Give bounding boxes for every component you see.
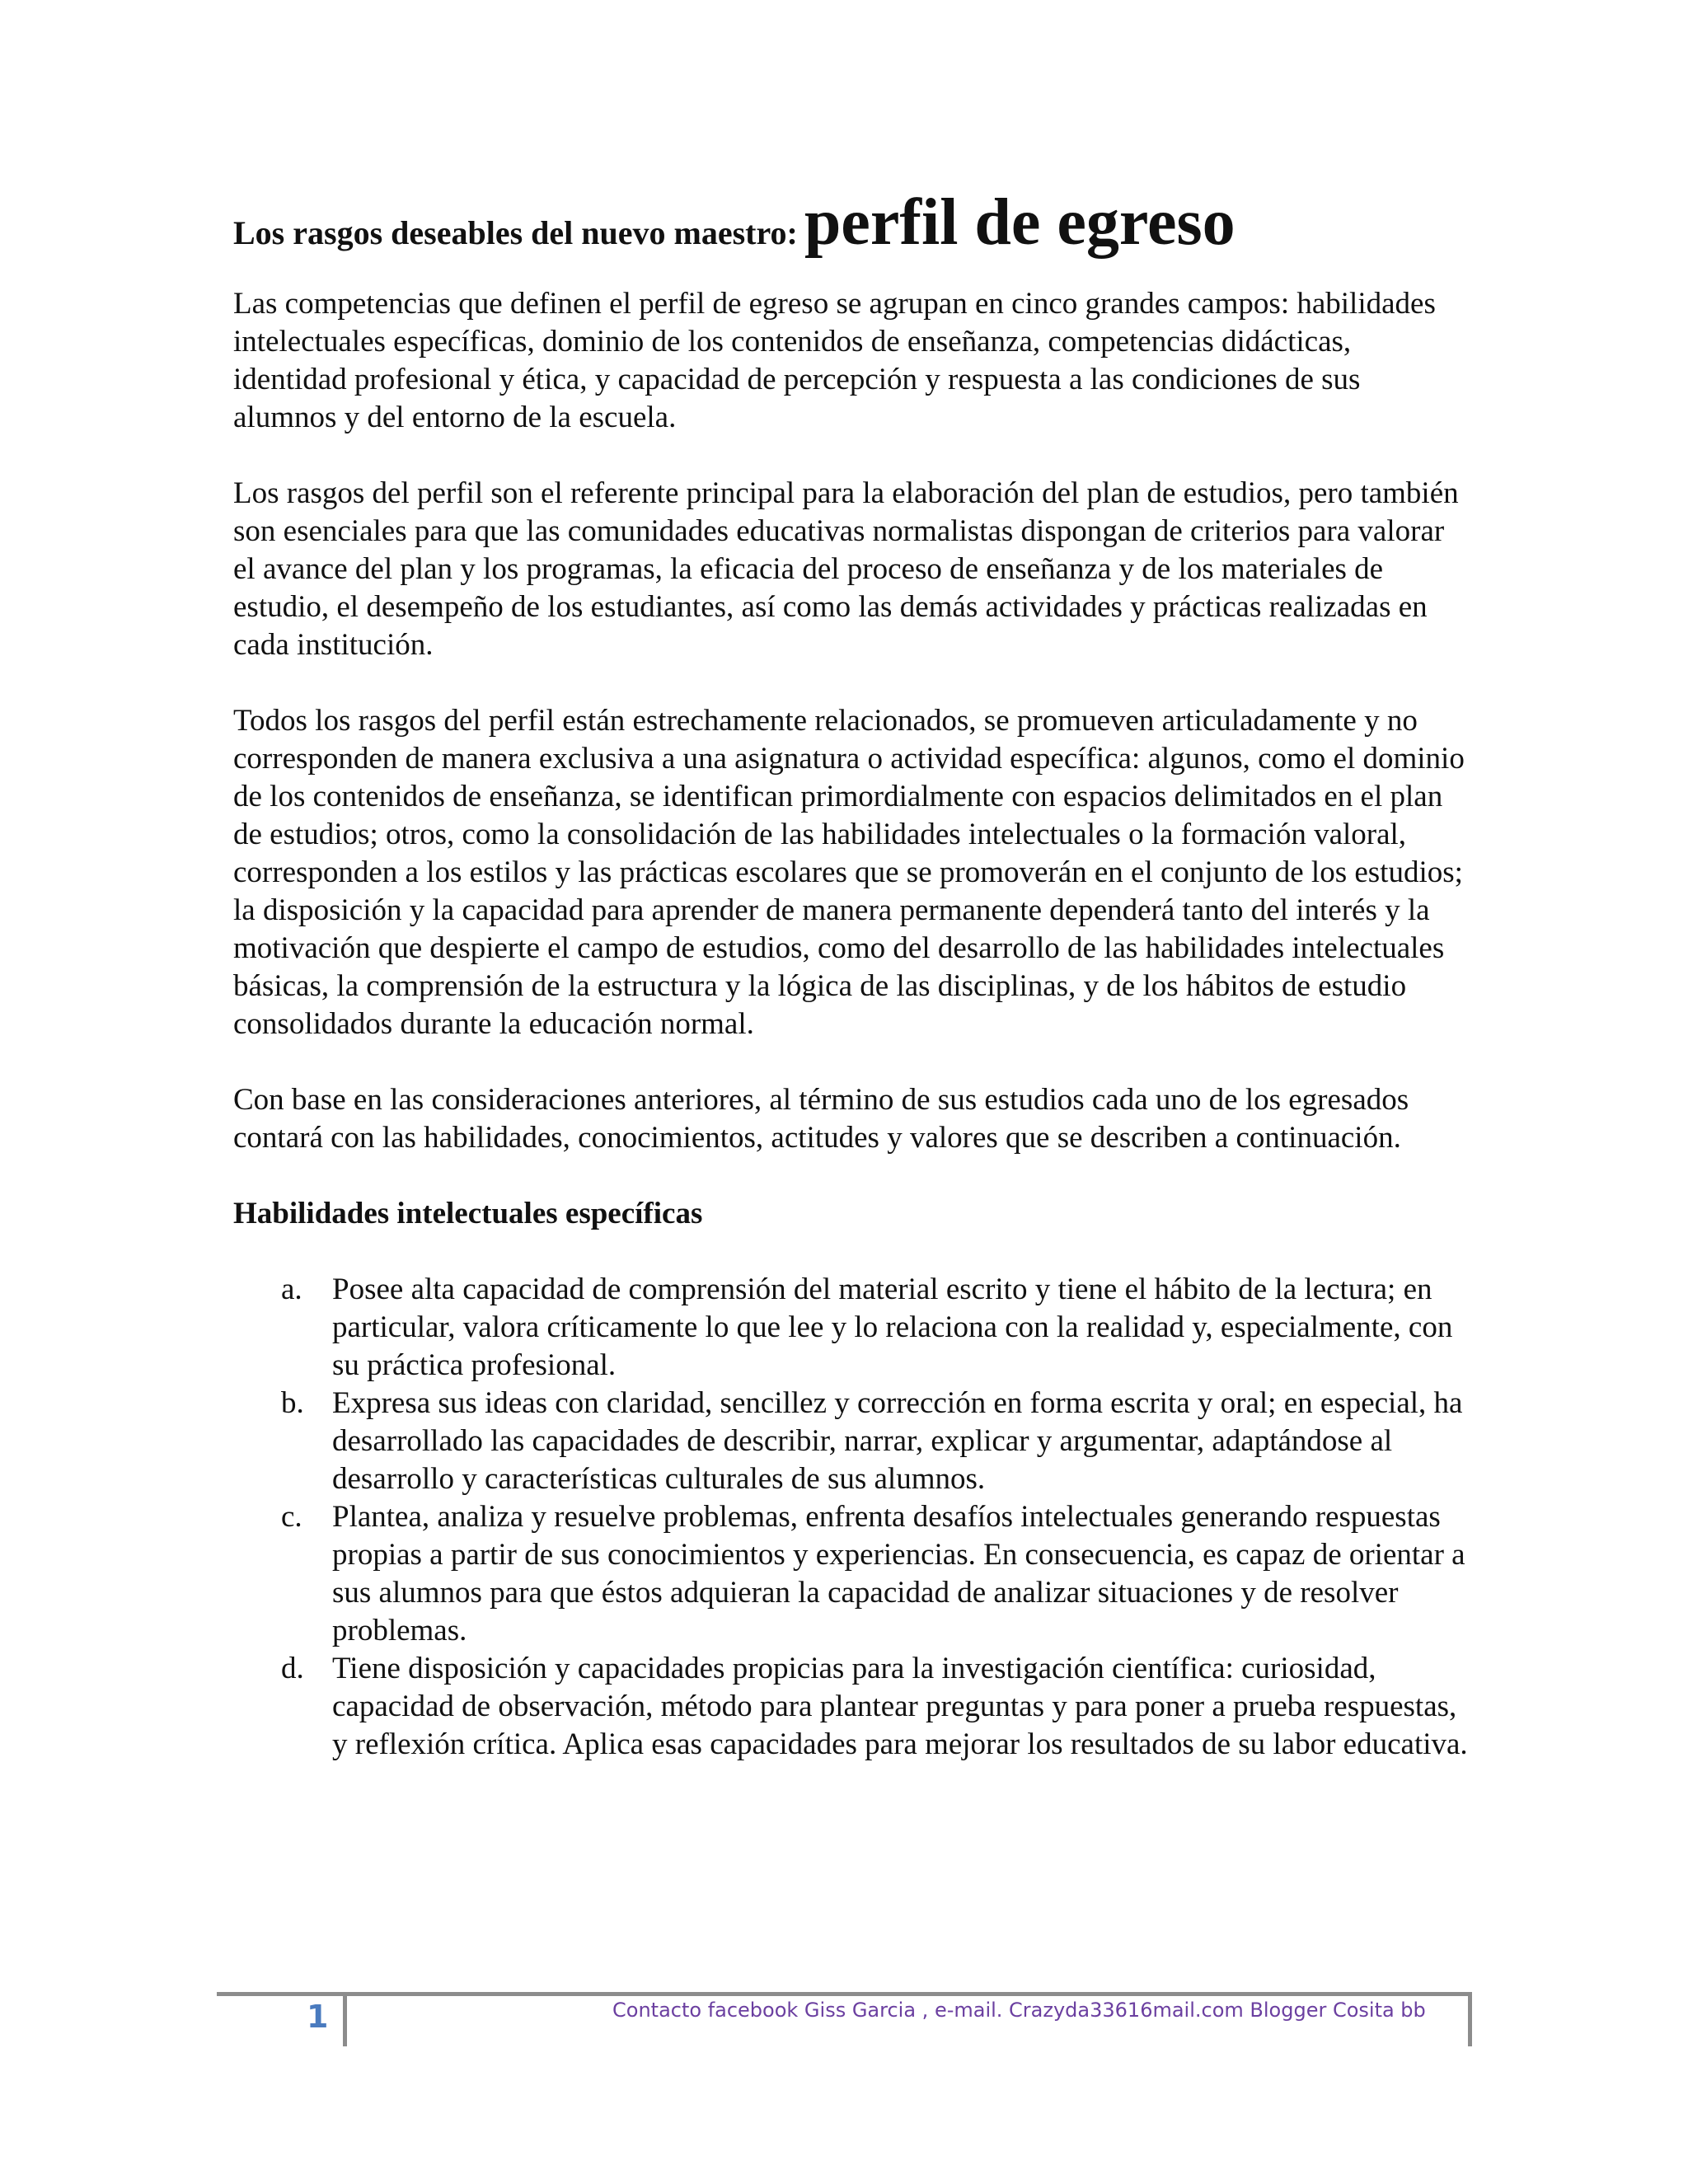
list-marker: b. [281, 1386, 304, 1420]
footer-divider-left [343, 1992, 347, 2046]
list-item-text: Posee alta capacidad de comprensión del material escrito y tiene el hábito de la lectura; en particular, valora críticamente lo que lee y lo relaciona con la realidad y, especialmente, con su práctica profesional. [332, 1272, 1453, 1382]
list-item-text: Expresa sus ideas con claridad, sencillez y corrección en forma escrita y oral; en especial, ha desarrollado las capacidades de describir, narrar, explicar y argumentar, adaptándose al desarrollo y características culturales de sus alumnos. [332, 1386, 1463, 1496]
paragraph-referente: Los rasgos del perfil son el referente principal para la elaboración del plan de estudios, pero también son esenciales para que las comunidades educativas normalistas dispongan de criterios para valorar el avance del plan y los programas, la eficacia del proceso de enseñanza y de los materiales de estudio, el desempeño de los estudiantes, así como las demás actividades y prácticas realizadas en cada institución. [233, 476, 1459, 662]
list-marker: c. [281, 1500, 302, 1534]
list-marker: d. [281, 1652, 304, 1685]
list-item [233, 1271, 1470, 1385]
page-number: 1 [307, 1999, 329, 2035]
section-heading: Habilidades intelectuales específicas [233, 1197, 703, 1230]
footer-rule [217, 1992, 1472, 1996]
title-main: perfil de egreso [804, 186, 1236, 259]
list-item [233, 1650, 1470, 1764]
page-title [233, 186, 1470, 259]
paragraph-rasgos-relacionados: Todos los rasgos del perfil están estrechamente relacionados, se promueven articuladamente y no corresponden de manera exclusiva a una asignatura o actividad específica: algunos, como el dominio de los contenidos de enseñanza, se identifican primordialmente con espacios delimitados en el plan de estudios; otros, como la consolidación de las habilidades intelectuales o la formación valoral, corresponden a los estilos y las prácticas escolares que se promoverán en el conjunto de los estudios; la disposición y la capacidad para aprender de manera permanente dependerá tanto del interés y la motivación que despierte el campo de estudios, como del desarrollo de las habilidades intelectuales básicas, la comprensión de la estructura y la lógica de las disciplinas, y de los hábitos de estudio consolidados durante la educación normal. [233, 704, 1465, 1041]
paragraph-consideraciones: Con base en las consideraciones anteriores, al término de sus estudios cada uno de los egresados contará con las habilidades, conocimientos, actitudes y valores que se describen a continuación. [233, 1083, 1409, 1155]
document-body [233, 186, 1470, 1764]
list-marker: a. [281, 1272, 302, 1306]
list-item-text: Tiene disposición y capacidades propicias para la investigación científica: curiosidad, capacidad de observación, método para plantear preguntas y para poner a prueba respuestas, y reflexión crítica. Aplica esas capacidades para mejorar los resultados de su labor educativa. [332, 1652, 1468, 1761]
list-item-text: Plantea, analiza y resuelve problemas, enfrenta desafíos intelectuales generando respuestas propias a partir de sus conocimientos y experiencias. En consecuencia, es capaz de orientar a sus alumnos para que éstos adquieran la capacidad de analizar situaciones y de resolver problemas. [332, 1500, 1465, 1647]
list-item [233, 1498, 1470, 1650]
title-prefix: Los rasgos deseables del nuevo maestro: [233, 214, 798, 251]
footer-contact-text: Contacto facebook Giss Garcia , e-mail. Crazyda33616mail.com Blogger Cosita bb [612, 1999, 1426, 2022]
list-item [233, 1385, 1470, 1498]
footer-divider-right [1468, 1992, 1472, 2046]
paragraph-campos: Las competencias que definen el perfil de egreso se agrupan en cinco grandes campos: habilidades intelectuales específicas, dominio de los contenidos de enseñanza, competencias didácticas, identidad profesional y ética, y capacidad de percepción y respuesta a las condiciones de sus alumnos y del entorno de la escuela. [233, 287, 1436, 434]
skills-list [233, 1271, 1470, 1764]
